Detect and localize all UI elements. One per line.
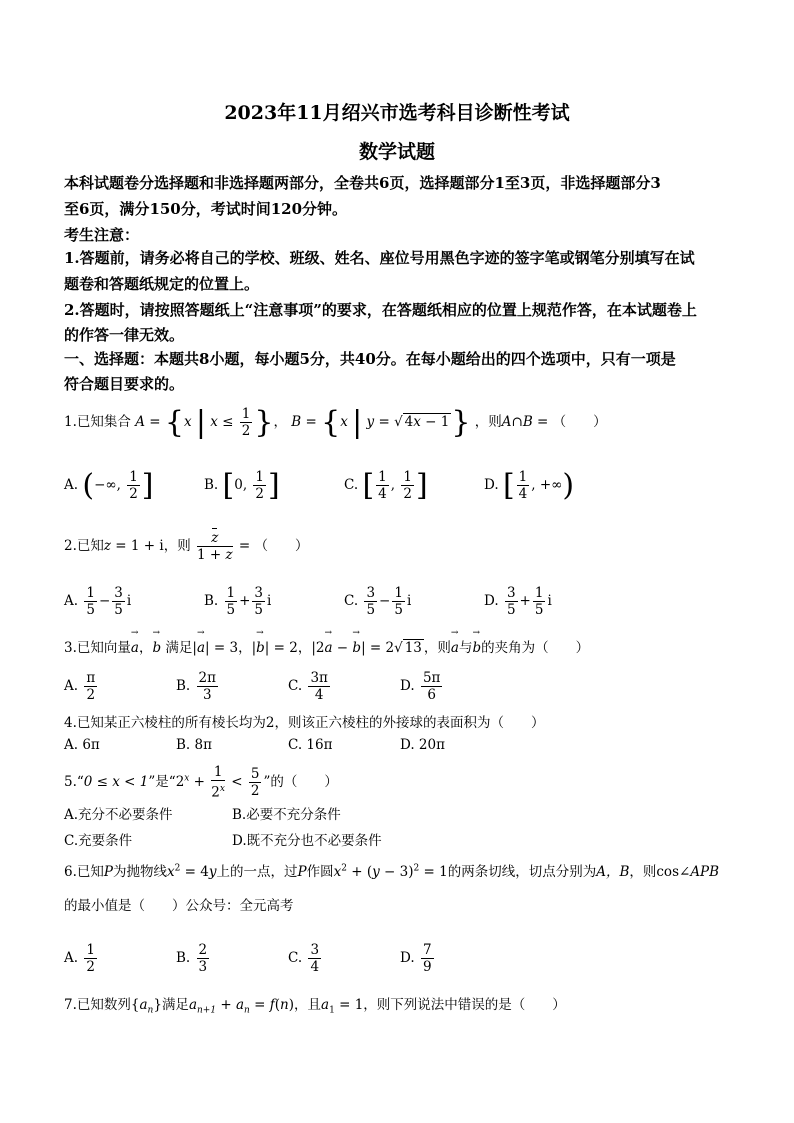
- q3-option-c[interactable]: C. $\frac{3\pi}{4}$: [288, 670, 328, 703]
- q4-option-d[interactable]: D. 20π: [400, 737, 445, 753]
- question-4: 4.已知某正六棱柱的所有棱长均为2，则该正六棱柱的外接球的表面积为（ ）: [64, 715, 545, 731]
- q1-option-a[interactable]: A. (−∞, $\frac{1}{2}$ ]: [64, 468, 154, 503]
- q4-option-a[interactable]: A. 6π: [64, 737, 100, 753]
- question-1: 1.已知集合 A = {x | x ≤ $\frac{1}{2}$ }， B = {x | y = √ 4x − 1} ，则A∩B = （ ）: [64, 405, 607, 440]
- question-6-line-2: 的最小值是（ ）公众号：全元高考: [64, 898, 294, 914]
- exam-subtitle: 数学试题: [358, 141, 435, 163]
- intro-line-1: 本科试题卷分选择题和非选择题两部分，全卷共6页，选择题部分1至3页，非选择题部分3: [64, 174, 661, 192]
- q3-option-b[interactable]: B. $\frac{2\pi}{3}$: [176, 670, 216, 703]
- intro-line-2: 至6页，满分150分，考试时间120分钟。: [64, 200, 348, 218]
- note-1b: 题卷和答题纸规定的位置上。: [64, 275, 260, 293]
- q2-option-a[interactable]: A. $\frac{1}{5}$ − $\frac{3}{5}$ i: [64, 585, 132, 618]
- question-5: 5.“0 ≤ x < 1”是“$2^x$ + $\frac{1}{2^x}$ < $\frac{5}{2}$ ”的（ ）: [64, 764, 338, 801]
- q5-option-d[interactable]: D.既不充分也不必要条件: [232, 833, 382, 849]
- q1-option-d[interactable]: D. [ $\frac{1}{4}$ , +∞): [484, 468, 575, 503]
- q2-option-b[interactable]: B. $\frac{1}{5}$ + $\frac{3}{5}$ i: [204, 585, 272, 618]
- q6-option-d[interactable]: D. $\frac{7}{9}$: [400, 942, 432, 975]
- q4-option-b[interactable]: B. 8π: [176, 737, 212, 753]
- q6-option-a[interactable]: A. $\frac{1}{2}$: [64, 942, 95, 975]
- q3-option-a[interactable]: A. $\frac{\pi}{2}$: [64, 670, 96, 703]
- note-2a: 2.答题时，请按照答题纸上“注意事项”的要求，在答题纸相应的位置上规范作答，在本试题卷上: [64, 301, 697, 319]
- section-heading-b: 符合题目要求的。: [64, 375, 185, 393]
- question-7: 7.已知数列$\{a_n\}$满足$a_{n+1} + a_n = f(n)$，且$a_1 = 1$，则下列说法中错误的是（ ）: [64, 997, 566, 1016]
- question-6: 6.已知P为抛物线$x^2 = 4y$上的一点，过P作圆$x^2 + (y - 3)^2 = 1$的两条切线，切点分别为A，B，则cos∠APB: [64, 863, 720, 880]
- notice-heading: 考生注意：: [64, 226, 140, 244]
- q6-option-c[interactable]: C. $\frac{3}{4}$: [288, 942, 320, 975]
- section-heading-a: 一、选择题：本题共8小题，每小题5分，共40分。在每小题给出的四个选项中，只有一项是: [64, 350, 676, 368]
- q5-option-c[interactable]: C.充要条件: [64, 833, 133, 849]
- note-1a: 1.答题前，请务必将自己的学校、班级、姓名、座位号用黑色字迹的签字笔或钢笔分别填写在试: [64, 249, 695, 267]
- note-2b: 的作答一律无效。: [64, 326, 185, 344]
- q1-option-b[interactable]: B. [0, $\frac{1}{2}$ ]: [204, 468, 280, 503]
- q3-option-d[interactable]: D. $\frac{5\pi}{6}$: [400, 670, 441, 703]
- q2-option-c[interactable]: C. $\frac{3}{5}$ − $\frac{1}{5}$ i: [344, 585, 412, 618]
- question-3: 3.已知向量→ a，→ b 满足|→ a| = 3，|→ b| = 2，|2→ a − → b| = 2√ 13 ，则→ a与→ b的夹角为（ ）: [64, 636, 589, 656]
- q2-option-d[interactable]: D. $\frac{3}{5}$ + $\frac{1}{5}$ i: [484, 585, 552, 618]
- question-2: 2.已知z = 1 + i，则 $\frac{z}{1 + z}$ = （ ）: [64, 530, 309, 563]
- q4-option-c[interactable]: C. 16π: [288, 737, 333, 753]
- q6-option-b[interactable]: B. $\frac{2}{3}$: [176, 942, 208, 975]
- exam-title: 2023年11月绍兴市选考科目诊断性考试: [224, 102, 570, 124]
- q5-option-a[interactable]: A.充分不必要条件: [64, 807, 173, 823]
- q5-option-b[interactable]: B.必要不充分条件: [232, 807, 341, 823]
- q1-option-c[interactable]: C. [ $\frac{1}{4}$ , $\frac{1}{2}$ ]: [344, 468, 428, 503]
